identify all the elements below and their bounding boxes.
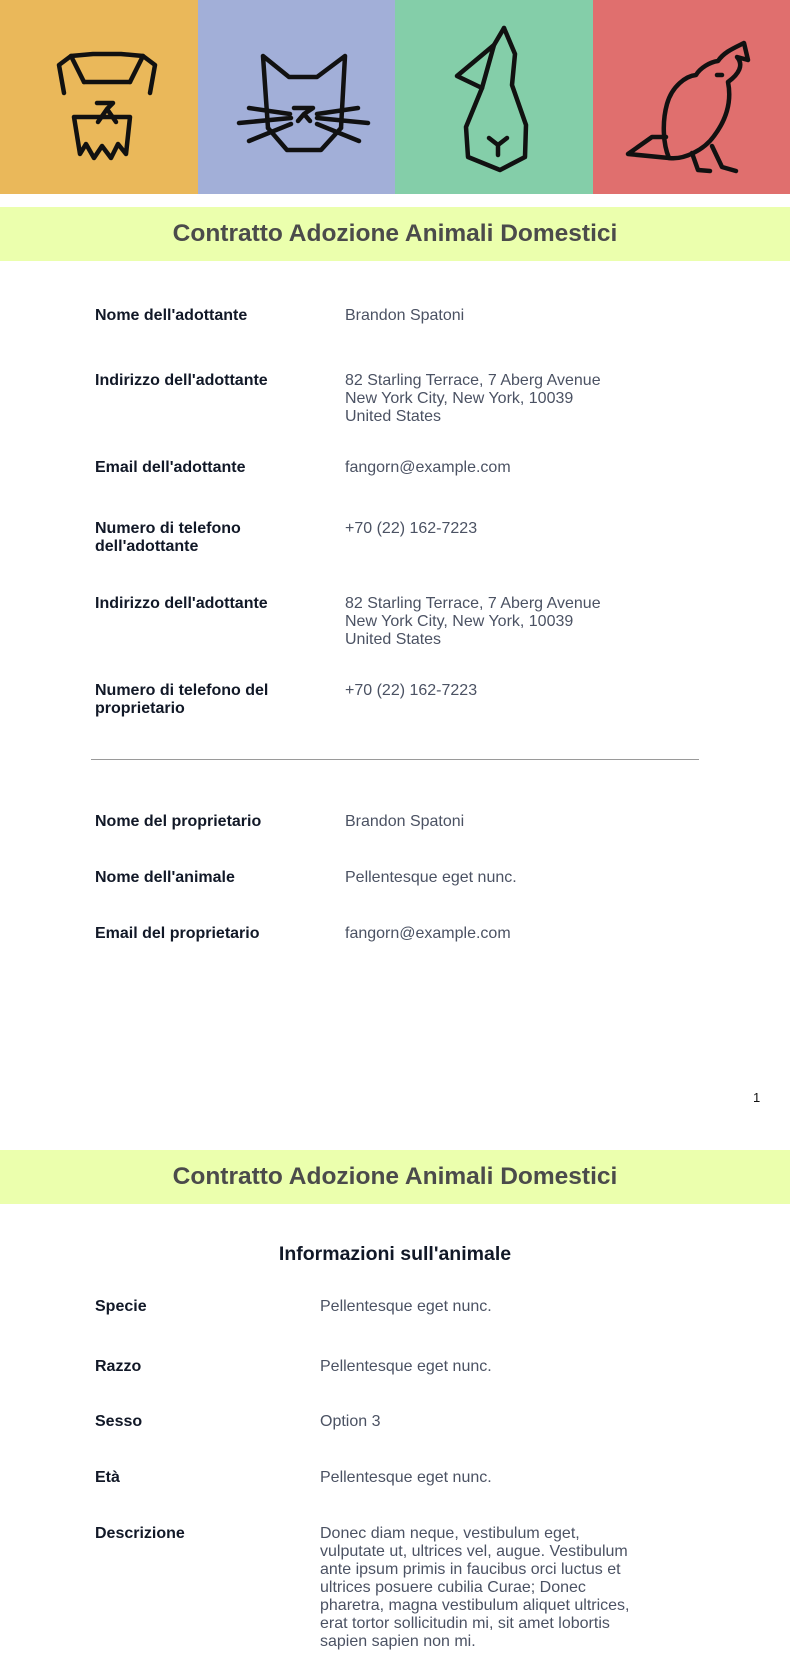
- field-label: Età: [95, 1469, 120, 1486]
- page-1-title: Contratto Adozione Animali Domestici: [172, 220, 618, 247]
- field-label: Nome dell'adottante: [95, 307, 248, 324]
- field-value: +70 (22) 162-7223: [345, 520, 478, 537]
- field-label: Nome del proprietario: [95, 813, 262, 830]
- field-label: Numero di telefono del proprietario: [95, 682, 269, 717]
- page-2-title-bar: [0, 1150, 790, 1204]
- banner-tile-bird: [593, 0, 790, 194]
- banner-tile-rabbit: [395, 0, 593, 194]
- field-label: Nome dell'animale: [95, 869, 235, 886]
- field-value: Pellentesque eget nunc.: [320, 1469, 492, 1486]
- cat-icon: [211, 12, 381, 182]
- field-label: Specie: [95, 1298, 147, 1315]
- field-value: fangorn@example.com: [345, 459, 511, 476]
- field-value: Option 3: [320, 1413, 381, 1430]
- field-label: Indirizzo dell'adottante: [95, 372, 268, 389]
- field-value: Brandon Spatoni: [345, 307, 465, 324]
- page-2-title: Contratto Adozione Animali Domestici: [172, 1163, 618, 1190]
- rabbit-icon: [409, 12, 579, 182]
- field-value: Pellentesque eget nunc.: [345, 869, 517, 886]
- field-value: Pellentesque eget nunc.: [320, 1298, 492, 1315]
- field-value: 82 Starling Terrace, 7 Aberg Avenue New York City, New York, 10039 United States: [345, 595, 601, 648]
- field-value: Brandon Spatoni: [345, 813, 465, 830]
- dog-icon: [14, 12, 184, 182]
- page-1-title-bar: [0, 207, 790, 261]
- header-banner: [0, 0, 790, 194]
- section-divider: [91, 759, 699, 760]
- field-value: 82 Starling Terrace, 7 Aberg Avenue New York City, New York, 10039 United States: [345, 372, 601, 425]
- field-value: +70 (22) 162-7223: [345, 682, 478, 699]
- field-label: Numero di telefono dell'adottante: [95, 520, 241, 555]
- field-value: fangorn@example.com: [345, 925, 511, 942]
- banner-tile-dog: [0, 0, 198, 194]
- field-value: Donec diam neque, vestibulum eget, vulputate ut, ultrices vel, augue. Vestibulum ante ipsum primis in faucibus orci luctus et ultrices posuere cubilia Curae; Donec pharetra, magna vestibulum aliquet ultrices, erat tortor sollicitudin mi, sit amet lobortis sapien sapien non mi.: [320, 1525, 630, 1650]
- banner-tile-cat: [198, 0, 396, 194]
- field-label: Email del proprietario: [95, 925, 260, 942]
- page-number: 1: [753, 1090, 761, 1105]
- section-title-pet-info: Informazioni sull'animale: [278, 1243, 512, 1265]
- field-label: Email dell'adottante: [95, 459, 246, 476]
- field-value: Pellentesque eget nunc.: [320, 1358, 492, 1375]
- field-label: Razzo: [95, 1358, 142, 1375]
- bird-icon: [606, 12, 776, 182]
- field-label: Indirizzo dell'adottante: [95, 595, 268, 612]
- field-label: Descrizione: [95, 1525, 185, 1542]
- field-label: Sesso: [95, 1413, 143, 1430]
